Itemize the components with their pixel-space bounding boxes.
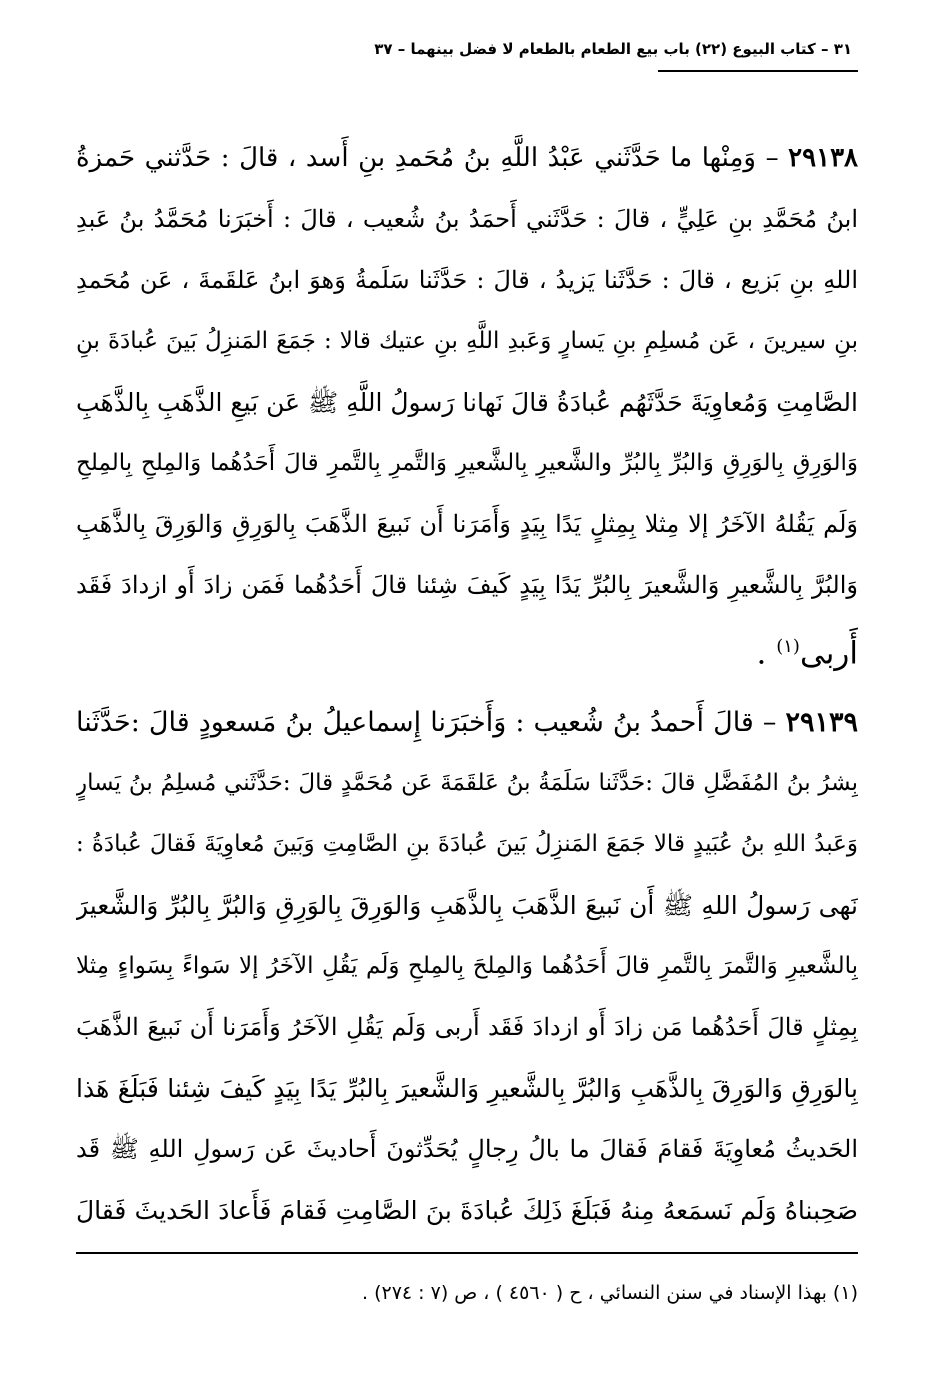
text-line: وَالبُرَّ بِالشَّعيرِ وَالشَّعيرَ بِالبُرِّ يَدًا بِيَدٍ كَيفَ شِئنا قالَ أَحَدُهُما فَمَن زادَ أَو ازدادَ فَقَد [76, 571, 858, 599]
text-line: الحَديثُ مُعاوِيَةَ فَقامَ فَقالَ ما بالُ رِجالٍ يُحَدِّثونَ أَحاديثَ عَن رَسولِ اللهِ ﷺ قَد [76, 1135, 858, 1163]
running-header: ٣١ – كتاب البيوع (٢٢) باب بيع الطعام بالطعام لا فضل بينهما – ٣٧ [374, 40, 852, 58]
text-line: نَهى رَسولُ اللهِ ﷺ أَن نَبيعَ الذَّهَبَ بِالذَّهَبِ وَالوَرِقَ بِالوَرِقِ وَالبُرَّ بِالبُرِّ وَالشَّعيرَ [76, 891, 858, 920]
hadith-number: ٢٩١٣٩ [785, 707, 858, 738]
footnote-rule [76, 1252, 858, 1254]
text-line: اللهِ بنِ بَزيع ، قالَ : حَدَّثَنا يَزيدُ ، قالَ : حَدَّثَنا سَلَمةُ وَهوَ ابنُ عَلقَمةَ ، عَن مُحَمدِ [76, 266, 858, 294]
text-line: أَربى$^{(١)}$ . [756, 635, 858, 672]
text-line: وَالوَرِقِ بِالوَرِقِ وَالبُرِّ بِالبُرِّ والشَّعيرِ بِالشَّعيرِ وَالتَّمرِ بِالتَّمرِ قالَ أَحَدُهُما وَالمِلحِ بِالمِلحِ [76, 450, 858, 476]
text-line: الصَّامِتِ وَمُعاوِيَةَ حَدَّثَهُم عُبادَةُ قالَ نَهانا رَسولُ اللَّهِ ﷺ عَن بَيعِ الذَّهَبِ بِالذَّهَبِ [76, 388, 858, 417]
text-line: بِمِثلٍ قالَ أَحَدُهُما مَن زادَ أَو ازدادَ فَقَد أَربى وَلَم يَقُلِ الآخَرُ وَأَمَرَنا أَن نَبيعَ الذَّهَبَ [76, 1013, 858, 1041]
text-line: بِالوَرِقِ وَالوَرِقَ بِالذَّهَبِ وَالبُرَّ بِالشَّعيرِ وَالشَّعيرَ بِالبُرِّ يَدًا بِيَدٍ كَيفَ شِئنا فَبَلَغَ هَذا [76, 1074, 858, 1103]
text-line: وَعَبدُ اللهِ بنُ عُبَيدٍ قالا جَمَعَ المَنزِلُ بَينَ عُبادَةَ بنِ الصَّامِتِ وَبَينَ مُعاوِيَةَ فَقالَ عُبادَةُ : [76, 831, 858, 857]
text-line: صَحِبناهُ وَلَم نَسمَعهُ مِنهُ فَبَلَغَ ذَلِكَ عُبادَةَ بنَ الصَّامِتِ فَقامَ فَأَعادَ الحَديثَ فَقالَ [76, 1196, 858, 1225]
text-line: ٢٩١٣٩ – قالَ أَحمدُ بنُ شُعيب : وَأَخبَرَنا إِسماعيلُ بنُ مَسعودٍ قالَ :حَدَّثَنا [76, 707, 858, 738]
text-line: بِشرُ بنُ المُفَضَّلِ قالَ :حَدَّثَنا سَلَمَةُ بنُ عَلقَمَةَ عَن مُحَمَّدٍ قالَ :حَدَّثَني مُسلِمُ بنُ يَسارٍ [76, 770, 858, 796]
footnote-reference[interactable]: (١) [776, 636, 800, 657]
text-line: بنِ سيرينَ ، عَن مُسلِمِ بنِ يَسارٍ وَعَبدِ اللَّهِ بنِ عتيك قالا : جَمَعَ المَنزِلُ بَينَ عُبادَةَ بنِ [76, 328, 858, 354]
text-line: بِالشَّعيرِ وَالتَّمرَ بِالتَّمرِ قالَ أَحَدُهُما وَالمِلحَ بِالمِلحِ وَلَم يَقُلِ الآخَرُ إلا سَواءً بِسَواءٍ مِثلا [76, 953, 858, 979]
header-rule [658, 70, 858, 72]
hadith-paragraph-1 [76, 128, 858, 677]
hadith-paragraph-2 [76, 692, 858, 1241]
text-line: ابنُ مُحَمَّدِ بنِ عَلِيٍّ ، قالَ : حَدَّثَني أَحمَدُ بنُ شُعيب ، قالَ : أَخبَرَنا مُحَمَّدُ بنُ عَبدِ [76, 205, 858, 233]
footnote: (١) بهذا الإسناد في سنن النسائي ، ح ( ٤٥٦٠ ) ، ص (٧ : ٢٧٤) . [362, 1282, 858, 1304]
text-line: وَلَم يَقُلهُ الآخَرُ إلا مِثلا بِمِثلٍ يَدًا بِيَدٍ وَأَمَرَنا أَن نَبيعَ الذَّهَبَ بِالوَرِقِ وَالوَرِقَ بِالذَّهَبِ [76, 510, 858, 538]
text-line: ٢٩١٣٨ – وَمِنْها ما حَدَّثَني عَبْدُ اللَّهِ بنُ مُحَمدِ بنِ أَسد ، قالَ : حَدَّثني حَمزةُ [76, 143, 858, 173]
hadith-number: ٢٩١٣٨ [788, 143, 858, 173]
